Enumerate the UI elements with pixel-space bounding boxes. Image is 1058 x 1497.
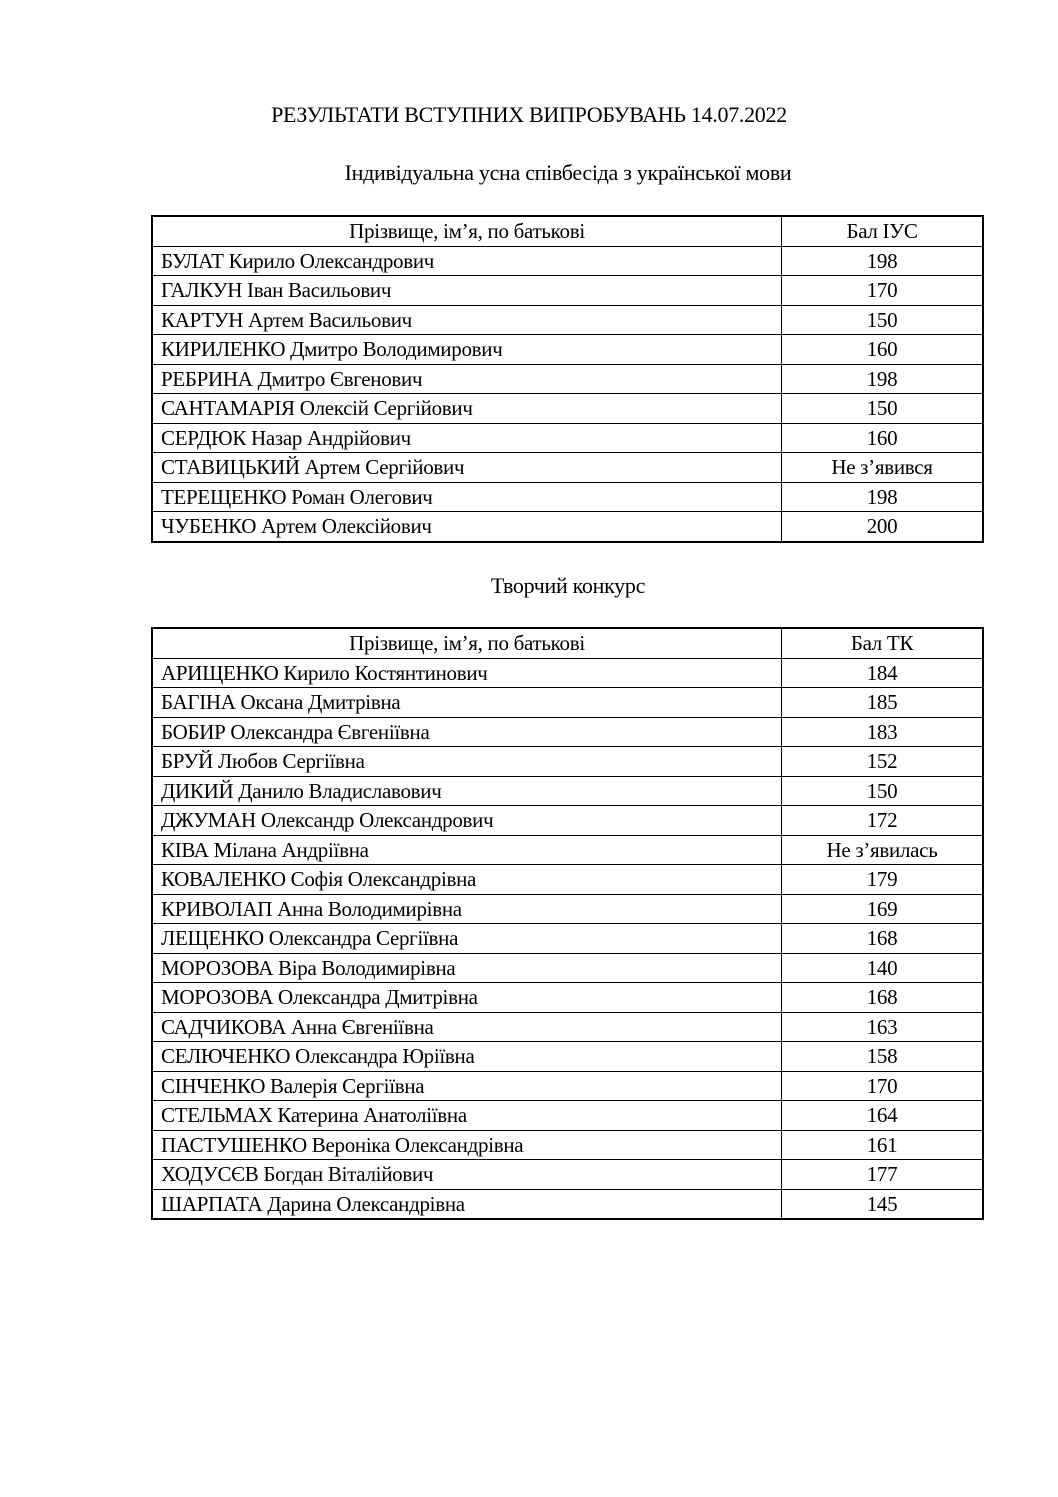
table-row — [152, 717, 983, 747]
table-row — [152, 394, 983, 424]
applicant-score: 158 — [782, 1042, 984, 1072]
table-row — [152, 806, 983, 836]
applicant-name: БОБИР Олександра Євгеніївна — [152, 717, 782, 747]
applicant-score: 150 — [782, 305, 984, 335]
table-row — [152, 658, 983, 688]
table-row — [152, 453, 983, 483]
applicant-score: 169 — [782, 894, 984, 924]
table-row — [152, 335, 983, 365]
applicant-name: ШАРПАТА Дарина Олександрівна — [152, 1189, 782, 1219]
column-header-name: Прізвище, ім’я, по батькові — [152, 216, 782, 246]
applicant-name: ЧУБЕНКО Артем Олексійович — [152, 512, 782, 542]
applicant-name: ЛЕЩЕНКО Олександра Сергіївна — [152, 924, 782, 954]
applicant-name: КИРИЛЕНКО Дмитро Володимирович — [152, 335, 782, 365]
creative-contest-results-body — [152, 658, 983, 1219]
applicant-name: СТАВИЦЬКИЙ Артем Сергійович — [152, 453, 782, 483]
applicant-name: КРИВОЛАП Анна Володимирівна — [152, 894, 782, 924]
column-header-score: Бал ТК — [782, 628, 984, 658]
table-header-row — [152, 628, 983, 658]
applicant-score: 168 — [782, 983, 984, 1013]
section-heading-interview: Індивідуальна усна співбесіда з української мови — [344, 160, 792, 185]
table-row — [152, 1071, 983, 1101]
applicant-name: БАГІНА Оксана Дмитрівна — [152, 688, 782, 718]
applicant-score: Не з’явилась — [782, 835, 984, 865]
table-row — [152, 364, 983, 394]
applicant-score: 168 — [782, 924, 984, 954]
table-row — [152, 776, 983, 806]
applicant-score: 200 — [782, 512, 984, 542]
table-row — [152, 512, 983, 542]
table-row — [152, 835, 983, 865]
applicant-score: 163 — [782, 1012, 984, 1042]
table-header-row — [152, 216, 983, 246]
applicant-name: АРИЩЕНКО Кирило Костянтинович — [152, 658, 782, 688]
applicant-name: ДИКИЙ Данило Владиславович — [152, 776, 782, 806]
creative-contest-results-table — [151, 627, 984, 1220]
table-row — [152, 1189, 983, 1219]
table-row — [152, 983, 983, 1013]
table-row — [152, 423, 983, 453]
applicant-score: 164 — [782, 1101, 984, 1131]
table-row — [152, 688, 983, 718]
applicant-name: БРУЙ Любов Сергіївна — [152, 747, 782, 777]
applicant-name: ТЕРЕЩЕНКО Роман Олегович — [152, 482, 782, 512]
applicant-score: 185 — [782, 688, 984, 718]
applicant-name: ГАЛКУН Іван Васильович — [152, 276, 782, 306]
table-row — [152, 246, 983, 276]
applicant-score: 145 — [782, 1189, 984, 1219]
applicant-score: 179 — [782, 865, 984, 895]
applicant-name: КІВА Мілана Андріївна — [152, 835, 782, 865]
table-row — [152, 1160, 983, 1190]
applicant-name: БУЛАТ Кирило Олександрович — [152, 246, 782, 276]
table-row — [152, 924, 983, 954]
applicant-name: КОВАЛЕНКО Софія Олександрівна — [152, 865, 782, 895]
applicant-score: 170 — [782, 276, 984, 306]
applicant-name: МОРОЗОВА Олександра Дмитрівна — [152, 983, 782, 1013]
applicant-score: 152 — [782, 747, 984, 777]
table-row — [152, 865, 983, 895]
applicant-score: 160 — [782, 335, 984, 365]
applicant-score: 150 — [782, 394, 984, 424]
section-heading-creative-contest: Творчий конкурс — [490, 573, 646, 598]
applicant-name: РЕБРИНА Дмитро Євгенович — [152, 364, 782, 394]
interview-results-table — [151, 215, 984, 543]
applicant-name: СІНЧЕНКО Валерія Сергіївна — [152, 1071, 782, 1101]
applicant-score: 172 — [782, 806, 984, 836]
applicant-score: 160 — [782, 423, 984, 453]
applicant-score: 140 — [782, 953, 984, 983]
table-row — [152, 1130, 983, 1160]
table-row — [152, 482, 983, 512]
applicant-score: 198 — [782, 482, 984, 512]
applicant-name: САНТАМАРІЯ Олексій Сергійович — [152, 394, 782, 424]
applicant-score: 198 — [782, 364, 984, 394]
applicant-name: СТЕЛЬМАХ Катерина Анатоліївна — [152, 1101, 782, 1131]
applicant-score: 150 — [782, 776, 984, 806]
column-header-score: Бал ІУС — [782, 216, 984, 246]
applicant-name: СЕЛЮЧЕНКО Олександра Юріївна — [152, 1042, 782, 1072]
column-header-name: Прізвище, ім’я, по батькові — [152, 628, 782, 658]
applicant-name: ДЖУМАН Олександр Олександрович — [152, 806, 782, 836]
table-row — [152, 894, 983, 924]
applicant-name: КАРТУН Артем Васильович — [152, 305, 782, 335]
applicant-name: МОРОЗОВА Віра Володимирівна — [152, 953, 782, 983]
applicant-score: 161 — [782, 1130, 984, 1160]
applicant-score: 177 — [782, 1160, 984, 1190]
table-row — [152, 953, 983, 983]
applicant-name: СЕРДЮК Назар Андрійович — [152, 423, 782, 453]
table-row — [152, 1012, 983, 1042]
document-title: РЕЗУЛЬТАТИ ВСТУПНИХ ВИПРОБУВАНЬ 14.07.2022 — [271, 102, 787, 127]
applicant-name: ХОДУСЄВ Богдан Віталійович — [152, 1160, 782, 1190]
table-row — [152, 747, 983, 777]
table-row — [152, 1042, 983, 1072]
applicant-name: ПАСТУШЕНКО Вероніка Олександрівна — [152, 1130, 782, 1160]
applicant-score: 170 — [782, 1071, 984, 1101]
applicant-score: 183 — [782, 717, 984, 747]
interview-results-body — [152, 246, 983, 542]
applicant-score: 184 — [782, 658, 984, 688]
applicant-score: Не з’явився — [782, 453, 984, 483]
applicant-name: САДЧИКОВА Анна Євгеніївна — [152, 1012, 782, 1042]
table-row — [152, 305, 983, 335]
table-row — [152, 276, 983, 306]
table-row — [152, 1101, 983, 1131]
applicant-score: 198 — [782, 246, 984, 276]
